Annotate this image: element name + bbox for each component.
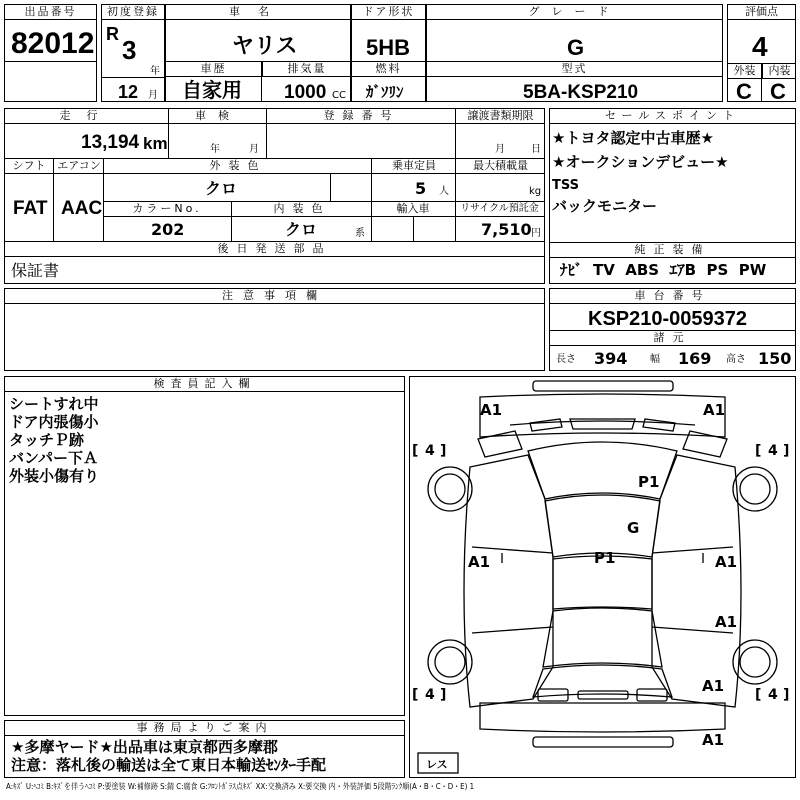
year-unit: 年 (150, 66, 160, 77)
month-unit: 月 (148, 90, 158, 101)
equipment-item: ｴｱB (669, 261, 697, 279)
mark-front-left: A1 (480, 401, 503, 419)
lot-number-label: 出品番号 (5, 5, 96, 20)
exterior-grade: C (736, 79, 752, 104)
height-label: 高さ (726, 354, 746, 365)
recycle-label: リサイクル預託金 (455, 202, 544, 217)
ac-label: エアコン (53, 159, 104, 174)
inspector-box (4, 376, 405, 716)
ac: AAC (61, 198, 103, 219)
displacement-label: 排気量 (262, 62, 351, 77)
equipment-item: ﾅﾋﾞ (560, 261, 583, 279)
registration-label: 登録番号 (266, 109, 456, 124)
ext-color: クロ (205, 179, 238, 198)
length-label: 長さ (556, 354, 576, 365)
mark-left-front-door: A1 (468, 553, 491, 571)
mileage: 13,194 (81, 132, 140, 153)
tire-rear-left-bracket-close: ] (440, 687, 447, 703)
color-no: 202 (151, 220, 185, 239)
tire-rear-left-bracket: [ (412, 687, 419, 703)
tire-front-right-bracket-close: ] (783, 443, 790, 459)
door-type-label: ドア形状 (352, 5, 425, 20)
score-label: 評価点 (728, 5, 795, 20)
score: 4 (752, 31, 768, 62)
mark-hood: P1 (638, 473, 660, 491)
lot-number-box (4, 4, 97, 102)
grade-box (426, 4, 723, 102)
score-box (727, 4, 796, 102)
tire-rear-right: 4 (768, 687, 778, 703)
capacity-label: 乗車定員 (371, 159, 456, 174)
inspector-line: バンパー下Ａ (9, 449, 98, 467)
fuel: ｶﾞｿﾘﾝ (366, 84, 404, 101)
chassis-label: 車台番号 (550, 289, 795, 304)
mark-windshield: G (627, 519, 640, 537)
car-history: 自家用 (182, 80, 242, 102)
mark-right-front-door: A1 (715, 553, 738, 571)
inspector-line: ドア内張傷小 (9, 413, 99, 431)
office-label: 事務局よりご案内 (5, 721, 404, 736)
grade: G (567, 35, 585, 60)
capacity-unit: 人 (439, 186, 449, 197)
notes-label: 注意事項欄 (5, 289, 544, 304)
model: 5BA-KSP210 (523, 82, 639, 103)
sales-point-3: TSS (552, 178, 580, 193)
inspection-label: 車検 (168, 109, 267, 124)
reg-year: 3 (122, 35, 137, 65)
inspector-line: シートすれ中 (9, 395, 99, 413)
dims-label: 諸元 (550, 331, 795, 346)
car-name: ヤリス (232, 33, 298, 58)
later-parts: 保証書 (11, 261, 60, 280)
history-label: 車歴 (166, 62, 261, 77)
sales-points-box (549, 108, 796, 284)
door-type: 5HB (366, 35, 411, 60)
car-name-box (165, 4, 351, 102)
width: 169 (678, 349, 712, 368)
chassis-number: KSP210-0059372 (588, 308, 748, 330)
notes-box (4, 288, 545, 371)
recycle-unit: 円 (531, 228, 541, 239)
equipment-label: 純正装備 (550, 243, 795, 258)
int-color-unit: 系 (355, 228, 365, 239)
tire-rear-right-bracket-close: ] (783, 687, 790, 703)
mark-roof: P1 (594, 549, 616, 567)
mark-rear-right-quarter: A1 (702, 677, 725, 695)
mileage-label: 走行 (5, 109, 168, 124)
equipment-item: PW (738, 261, 767, 279)
color-no-label: カラーNo. (103, 202, 231, 217)
ext-color-label: 外装色 (103, 159, 372, 174)
office-box (4, 720, 405, 778)
displacement: 1000 (284, 82, 327, 103)
width-label: 幅 (650, 354, 660, 365)
tire-front-right: 4 (768, 443, 778, 459)
int-color: クロ (285, 220, 318, 239)
door-type-box (351, 4, 426, 102)
mileage-unit: km (143, 134, 168, 153)
exterior-label: 外装 (728, 64, 761, 79)
inspection-month-unit: 月 (249, 144, 259, 155)
inspector-line: 外装小傷有り (9, 467, 100, 485)
tire-front-left: 4 (425, 443, 435, 459)
era: R (106, 24, 119, 44)
max-load-label: 最大積載量 (455, 159, 545, 174)
length: 394 (594, 349, 628, 368)
fuel-label: 燃料 (352, 62, 425, 77)
sales-points-label: セールスポイント (550, 109, 795, 124)
mark-front-right: A1 (703, 401, 726, 419)
equipment-list (560, 263, 766, 278)
transfer-label: 譲渡書類期限 (455, 109, 545, 124)
sales-point-2: ★オークションデビュー★ (552, 153, 729, 171)
transfer-day-unit: 日 (531, 144, 541, 155)
car-diagram (410, 377, 795, 777)
spare-status: レス (426, 758, 448, 771)
lot-number: 82012 (11, 27, 95, 60)
first-registration-box (101, 4, 165, 102)
import-label: 輸入車 (371, 202, 455, 217)
reg-month: 12 (118, 82, 139, 102)
car-diagram-box (409, 376, 796, 778)
transfer-month-unit: 月 (495, 144, 505, 155)
tire-front-right-bracket: [ (755, 443, 762, 459)
office-line-2: 注意：落札後の輸送は全て東日本輸送ｾﾝﾀｰ手配 (11, 756, 327, 774)
inspector-line: タッチＰ跡 (9, 431, 85, 449)
model-label: 型式 (427, 62, 722, 77)
sales-point-4: バックモニター (552, 197, 658, 215)
chassis-box (549, 288, 796, 371)
damage-legend: A:ｷｽﾞ U:ﾍｺﾐ B:ｷｽﾞを伴うﾍｺﾐ P:要塗装 W:補修跡 S:錆 C:腐食 G:ﾌﾛﾝﾄｶﾞﾗｽ点ｷｽﾞ XX:交換済み X:要交換 内・外装評価 5段階ﾗﾝｸ順(A・B・C・D・E) 1 (6, 782, 475, 791)
tire-rear-right-bracket: [ (755, 687, 762, 703)
interior-label: 内装 (762, 64, 796, 79)
shift-label: シフト (5, 159, 53, 174)
interior-grade: C (770, 79, 786, 104)
height: 150 (758, 349, 792, 368)
car-name-label: 車名 (166, 5, 350, 20)
later-parts-label: 後日発送部品 (5, 242, 544, 257)
shift: FAT (13, 198, 48, 219)
equipment-item: PS (706, 261, 729, 279)
max-load-unit: kg (529, 186, 542, 197)
equipment-item: TV (592, 261, 615, 279)
tire-rear-left: 4 (425, 687, 435, 703)
capacity: 5 (415, 179, 427, 198)
inspection-year-unit: 年 (210, 144, 220, 155)
displacement-unit: CC (332, 90, 346, 101)
recycle: 7,510 (481, 220, 532, 239)
int-color-label: 内装色 (231, 202, 372, 217)
specs-box (4, 108, 545, 284)
tire-front-left-bracket: [ (412, 443, 419, 459)
inspector-label: 検査員記入欄 (5, 377, 404, 392)
first-reg-label: 初度登録 (102, 5, 164, 20)
office-line-1: ★多摩ヤード★出品車は東京都西多摩郡 (11, 738, 278, 756)
mark-rear-bumper: A1 (702, 731, 725, 749)
grade-label: グレード (427, 5, 722, 20)
sales-point-1: ★トヨタ認定中古車歴★ (552, 129, 714, 147)
tire-front-left-bracket-close: ] (440, 443, 447, 459)
equipment-item: ABS (625, 261, 660, 279)
mark-right-rear-door: A1 (715, 613, 738, 631)
